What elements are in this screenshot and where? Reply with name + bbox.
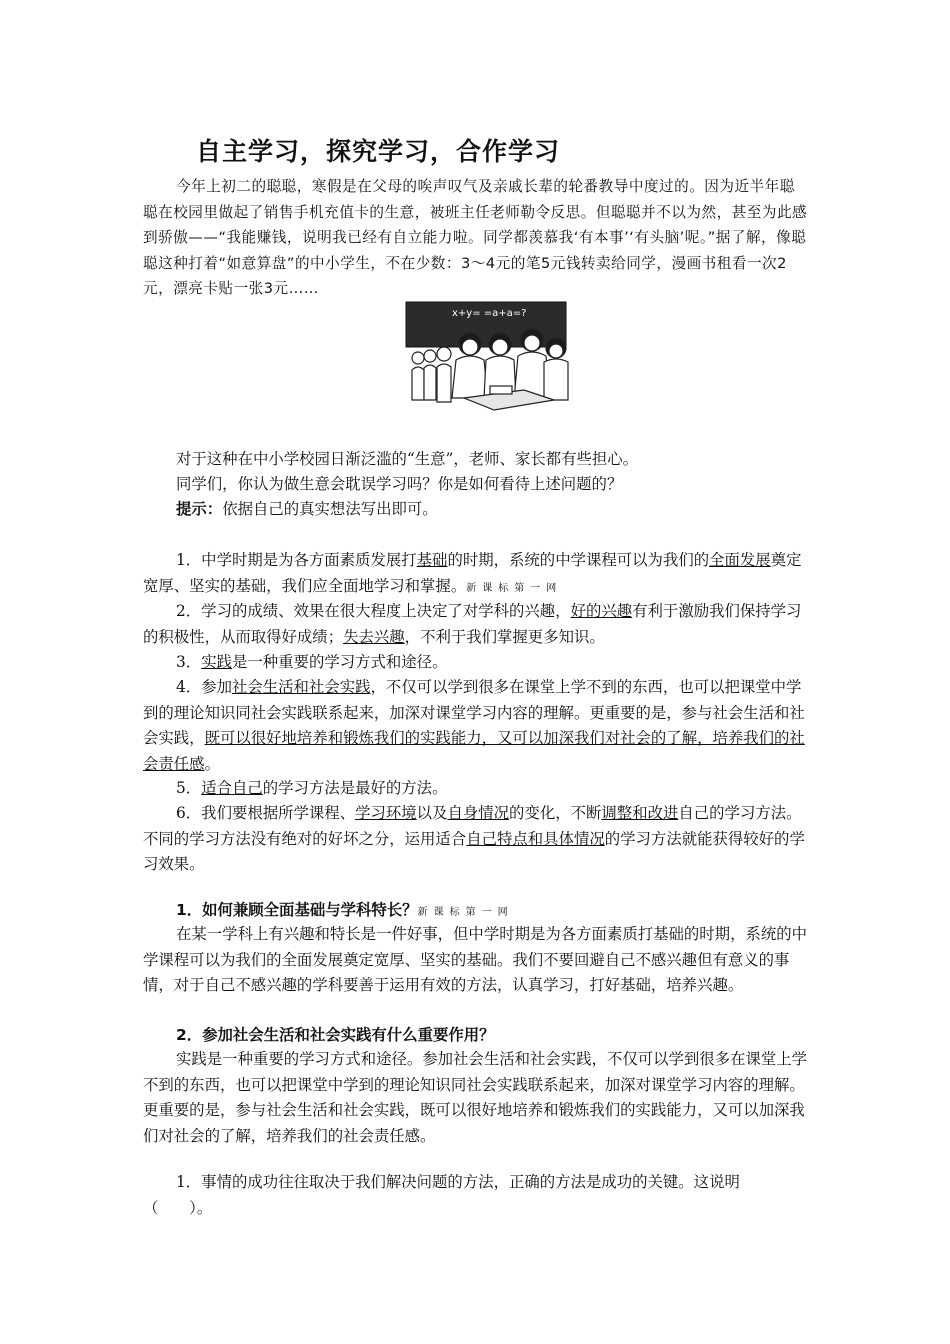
- classroom-illustration: [404, 300, 576, 420]
- point-2: 2．学习的成绩、效果在很大程度上决定了对学科的兴趣，好的兴趣有利于激励我们保持学习的积极性，从而取得好成绩；失去兴趣，不利于我们掌握更多知识。: [143, 602, 802, 646]
- keyword-underline: 适合自己: [201, 779, 263, 797]
- keyword-underline: 基础: [416, 551, 448, 569]
- hint-text: 依据自己的真实想法写出即可。: [222, 500, 438, 518]
- keyword-underline: 既可以很好地培养和锻炼我们的实践能力，又可以加深我们对社会的了解，培养我们的社会责任感: [143, 729, 805, 773]
- hint-line: [143, 497, 808, 523]
- keyword-underline: 失去兴趣: [343, 627, 405, 646]
- keyword-underline: 实践: [201, 653, 232, 671]
- keyword-underline: 社会生活和社会实践: [231, 678, 371, 696]
- watermark-text: 新课标第一网: [417, 907, 514, 918]
- point-6: 6．我们要根据所学课程、学习环境以及自身情况的变化，不断调整和改进自己的学习方法。不同的学习方法没有绝对的好坏之分，运用适合自己特点和具体情况的学习方法就能获得较好的学习效果。: [143, 804, 805, 873]
- board-text: x+y= =a+a=?: [452, 308, 527, 319]
- qa-answer-2: 实践是一种重要的学习方式和途径。参加社会生活和社会实践，不仅可以学到很多在课堂上学不到的东西，也可以把课堂中学到的理论知识同社会实践联系起来，加深对课堂学习内容的理解。更重要的是，参与社会生活和社会实践，既可以很好地培养和锻炼我们的实践能力，又可以加深我们对社会的了解，培养我们的社会责任感。: [143, 1050, 808, 1145]
- question-intro-1: 对于这种在中小学校园日渐泛滥的“生意”，老师、家长都有些担心。: [176, 450, 639, 468]
- point-1: 1．中学时期是为各方面素质发展打基础的时期，系统的中学课程可以为我们的全面发展奠定宽厚、坚实的基础，我们应全面地学习和掌握。新课标第一网: [143, 551, 802, 595]
- story-paragraph: 今年上初二的聪聪，寒假是在父母的唉声叹气及亲戚长辈的轮番教导中度过的。因为近半年聪聪在校园里做起了销售手机充值卡的生意，被班主任老师勒令反思。但聪聪并不以为然，甚至为此感到骄傲——“我能赚钱，说明我已经有自立能力啦。同学都羡慕我‘有本事’‘有头脑’呢。”据了解，像聪聪这种打着“如意算盘”的中小学生，不在少数：3～4元的笔5元钱转卖给同学，漫画书租看一次2元，漂亮卡贴一张3元……: [143, 178, 808, 297]
- watermark-text: 新课标第一网: [466, 582, 563, 594]
- page-title: 自主学习，探究学习，合作学习: [196, 137, 561, 166]
- keyword-underline: 全面发展: [709, 551, 771, 569]
- answer-blank: （ ）。: [143, 1198, 213, 1217]
- qa-question-1: 1．如何兼顾全面基础与学科特长？新课标第一网: [176, 901, 514, 919]
- keyword-underline: 自己特点和具体情况: [466, 829, 605, 848]
- qa-answer-1: 在某一学科上有兴趣和特长是一件好事，但中学时期是为各方面素质打基础的时期，系统的中学课程可以为我们的全面发展奠定宽厚、坚实的基础。我们不要回避自己不感兴趣但有意义的事情，对于自己不感兴趣的学科要善于运用有效的方法，认真学习，打好基础，培养兴趣。: [143, 925, 808, 994]
- qa-question-2: 2．参加社会生活和社会实践有什么重要作用？: [176, 1026, 495, 1044]
- point-5: 5．适合自己的学习方法是最好的方法。: [176, 779, 448, 797]
- exercise-question-1: 1．事情的成功往往取决于我们解决问题的方法，正确的方法是成功的关键。这说明（ ）。: [143, 1173, 740, 1217]
- keyword-underline: 自身情况: [447, 804, 510, 822]
- question-intro-2: 同学们，你认为做生意会耽误学习吗？你是如何看待上述问题的？: [176, 475, 623, 493]
- point-3: 3．实践是一种重要的学习方式和途径。: [176, 653, 448, 671]
- keyword-underline: 学习环境: [355, 804, 417, 822]
- keyword-underline: 调整和改进: [601, 804, 679, 822]
- point-4: 4．参加社会生活和社会实践，不仅可以学到很多在课堂上学不到的东西，也可以把课堂中学到的理论知识同社会实践联系起来，加深对课堂学习内容的理解。更重要的是，参与社会生活和社会实践，既可以很好地培养和锻炼我们的实践能力，又可以加深我们对社会的了解，培养我们的社会责任感。: [143, 678, 805, 773]
- hint-label: 提示：: [176, 500, 223, 518]
- keyword-underline: 好的兴趣: [570, 602, 633, 620]
